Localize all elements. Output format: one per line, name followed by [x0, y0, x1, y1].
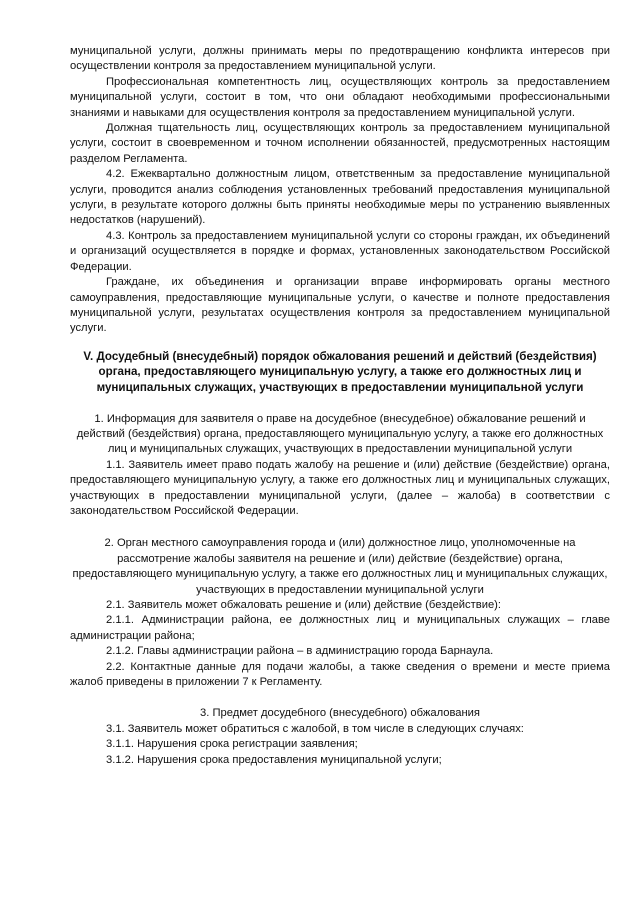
paragraph-2-2: 2.2. Контактные данные для подачи жалобы, а также сведения о времени и месте приема жалоб приведены в приложении 7 к Регламенту. — [70, 660, 610, 688]
subsection-1-title: 1. Информация для заявителя о праве на досудебное (внесудебное) обжалование решений и действий (бездействия) органа, предоставляющего муниципальную услугу, а также его должностных лиц и муниципальных служащих, участвующих в предоставлении муниципальной услуги — [76, 412, 604, 456]
paragraph-4-2: 4.2. Ежеквартально должностным лицом, ответственным за предоставление муниципальной услуги, проводится анализ соблюдения установленных требований предоставления муниципальной услуги, в результате которого должны быть приняты необходимые меры по устранению выявленных недостатков (нарушений). — [70, 168, 610, 227]
paragraph-3-1: 3.1. Заявитель может обратиться с жалобой, в том числе в следующих случаях: — [106, 722, 524, 735]
section-heading: V. Досудебный (внесудебный) порядок обжалования решений и действий (бездействия) органа, предоставляющего муниципальную услугу, а также его должностных лиц и муниципальных служащих, участвующих в предоставлении муниципальной услуги — [83, 349, 597, 394]
paragraph-2-1-1: 2.1.1. Администрации района, ее должностных лиц и муниципальных служащих – главе администрации района; — [70, 614, 610, 642]
subsection-3-title: 3. Предмет досудебного (внесудебного) обжалования — [200, 707, 480, 720]
paragraph-competence: Профессиональная компетентность лиц, осуществляющих контроль за предоставлением муниципальной услуги, состоит в том, что они обладают необходимыми профессиональными знаниями и навыками для осуществления контроля за предоставлением муниципальной услуги. — [70, 75, 610, 119]
paragraph-3-1-1: 3.1.1. Нарушения срока регистрации заявления; — [106, 738, 358, 751]
paragraph-citizens: Граждане, их объединения и организации вправе информировать органы местного самоуправления, предоставляющие муниципальные услуги, о качестве и полноте предоставления муниципальной услуги, результатах осуществления контроля за предоставлением муниципальной услуги. — [70, 276, 610, 335]
paragraph-3-1-2: 3.1.2. Нарушения срока предоставления муниципальной услуги; — [106, 753, 442, 766]
paragraph-2-1: 2.1. Заявитель может обжаловать решение и (или) действие (бездействие): — [106, 598, 502, 611]
paragraph-2-1-2: 2.1.2. Главы администрации района – в администрацию города Барнаула. — [106, 645, 494, 658]
paragraph-diligence: Должная тщательность лиц, осуществляющих контроль за предоставлением муниципальной услуги, состоит в своевременном и точном исполнении обязанностей, предусмотренных настоящим разделом Регламента. — [70, 122, 610, 165]
paragraph-continuation: муниципальной услуги, должны принимать меры по предотвращению конфликта интересов при осуществлении контроля за предоставлением муниципальной услуги. — [70, 45, 610, 73]
paragraph-4-3: 4.3. Контроль за предоставлением муниципальной услуги со стороны граждан, их объединений и организаций осуществляется в порядке и формах, установленных законодательством Российской Федерации. — [70, 229, 610, 273]
paragraph-1-1: 1.1. Заявитель имеет право подать жалобу на решение и (или) действие (бездействие) органа, предоставляющего муниципальную услугу, а также его должностных лиц и муниципальных служащих, участвующих в предоставлении муниципальной услуги, (далее – жалоба) в соответствии с законодательством Российской Федерации. — [70, 458, 610, 517]
subsection-2-title: 2. Орган местного самоуправления города и (или) должностное лицо, уполномоченные на рассмотрение жалобы заявителя на решение и (или) действие (бездействие) органа, предоставляющего муниципальную услугу, а также его должностных лиц и муниципальных служащих, участвующих в предоставлении муниципальной услуги — [72, 537, 608, 596]
